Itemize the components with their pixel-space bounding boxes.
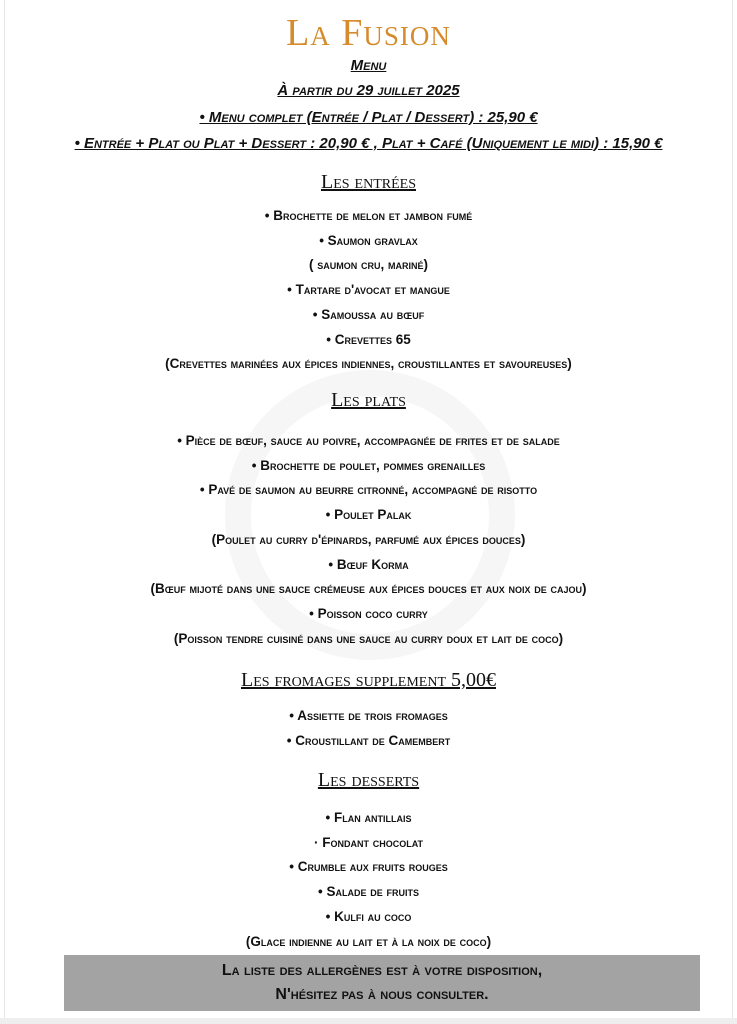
plats-list: [0, 429, 737, 651]
list-item: (Glace indienne au lait et à la noix de coco): [245, 933, 492, 949]
menu-date: À partir du 29 juillet 2025: [277, 82, 460, 99]
list-item: • Brochette de poulet, pommes grenailles: [251, 457, 486, 473]
allergen-notice-line1: La liste des allergènes est à votre disposition,: [221, 962, 543, 979]
list-item: • Pavé de saumon au beurre citronné, accompagné de risotto: [199, 482, 538, 498]
list-item: ( saumon cru, mariné): [309, 257, 428, 273]
list-item: • Pièce de bœuf, sauce au poivre, accompagnée de frites et de salade: [177, 433, 560, 448]
list-item: • Crumble aux fruits rouges: [289, 859, 448, 875]
allergen-notice: [64, 955, 700, 1011]
formula-partial: • Entrée + Plat ou Plat + Dessert : 20,90 € , Plat + Café (Uniquement le midi) : 15,90 €: [74, 135, 663, 152]
section-title-plats: Les plats: [331, 389, 406, 411]
formula-full: • Menu complet (Entrée / Plat / Dessert) : 25,90 €: [199, 109, 538, 126]
list-item: • Croustillant de Camembert: [286, 732, 451, 748]
list-item: • Saumon gravlax: [319, 232, 418, 248]
fromages-list: [0, 704, 737, 753]
restaurant-title: La Fusion: [286, 12, 451, 54]
list-item: • Flan antillais: [325, 810, 412, 825]
list-item: • Assiette de trois fromages: [289, 708, 448, 723]
section-title-entrees: Les entrées: [321, 171, 416, 193]
menu-heading: Menu: [350, 57, 387, 74]
list-item: · Fondant chocolat: [313, 834, 424, 850]
list-item: • Bœuf Korma: [328, 556, 409, 572]
list-item: • Poulet Palak: [325, 507, 412, 523]
list-item: (Crevettes marinées aux épices indiennes, croustillantes et savoureuses): [165, 356, 572, 372]
list-item: • Crevettes 65: [326, 331, 411, 347]
list-item: (Poisson tendre cuisiné dans une sauce au curry doux et lait de coco): [173, 630, 564, 646]
entrees-list: [0, 204, 737, 377]
list-item: • Samoussa au bœuf: [312, 306, 425, 322]
list-item: • Salade de fruits: [318, 884, 419, 900]
list-item: • Tartare d'avocat et mangue: [287, 282, 450, 298]
section-title-fromages: Les fromages supplement 5,00€: [240, 669, 497, 691]
section-title-desserts: Les desserts: [317, 769, 420, 791]
allergen-notice-line2: N'hésitez pas à nous consulter.: [275, 986, 489, 1003]
list-item: • Brochette de melon et jambon fumé: [264, 208, 473, 223]
desserts-list: [0, 806, 737, 954]
list-item: • Poisson coco curry: [309, 605, 428, 621]
list-item: (Poulet au curry d'épinards, parfumé aux épices douces): [211, 531, 526, 547]
page-bottom-edge: [0, 1018, 737, 1024]
list-item: (Bœuf mijoté dans une sauce crémeuse aux épices douces et aux noix de cajou): [150, 581, 587, 597]
list-item: • Kulfi au coco: [325, 908, 412, 924]
